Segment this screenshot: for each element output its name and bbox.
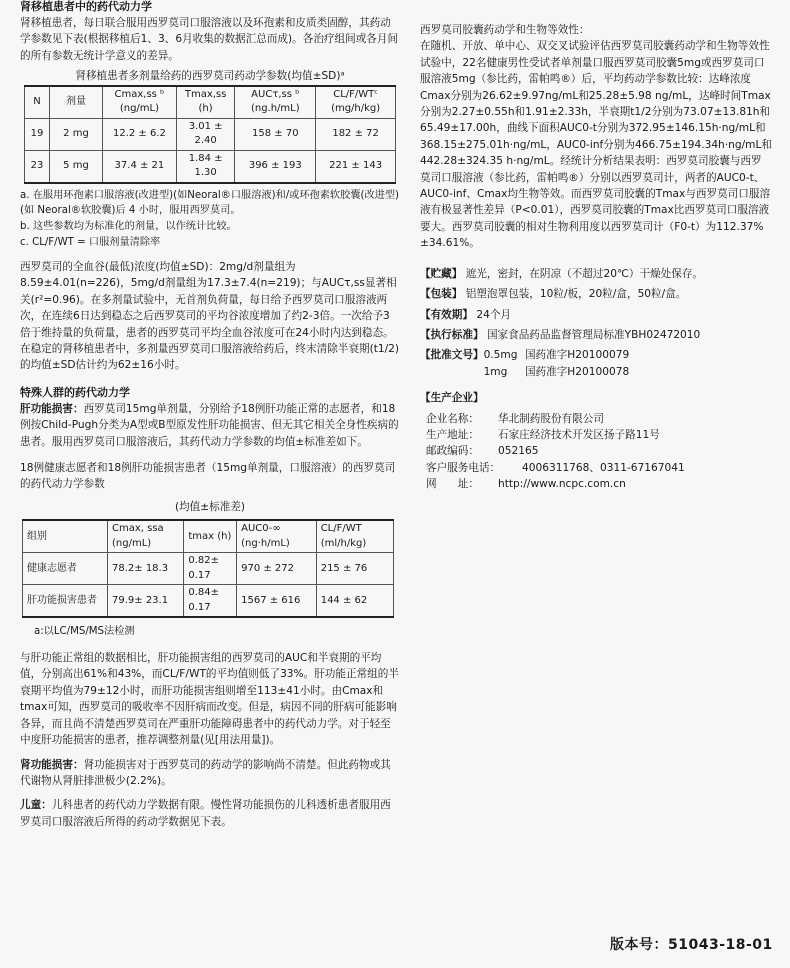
table-cell: 215 ± 76: [316, 553, 393, 585]
pediatric-text: 儿科患者的药代动力学数据有限。慢性肾功能损伤的儿科透析患者服用西罗莫司口服溶液后所得的药动学数据见下表。: [20, 799, 391, 828]
table-header-cell: Cmax, ssa (ng/mL): [108, 520, 184, 553]
approval-spec: 0.5mg: [483, 349, 518, 362]
company-row: [426, 411, 772, 427]
phone-key: 客户服务电话：: [426, 461, 501, 474]
table-header-cell: Tmax,ss (h): [176, 86, 235, 119]
table-header-cell: N: [25, 86, 50, 119]
table-cell: 221 ± 143: [316, 150, 396, 183]
manufacturer-info: [420, 411, 772, 493]
storage-line: [420, 266, 772, 282]
table-cell: 396 ± 193: [235, 150, 316, 183]
table-header-cell: 剂量: [50, 86, 103, 119]
footnote-b: b. 这些参数均为标准化的剂量，以作统计比较。: [20, 221, 237, 233]
table2-intro: 18例健康志愿者和18例肝功能损害患者（15mg单剂量，口服溶液）的西罗莫司的药代动力学参数: [20, 462, 396, 491]
version-number: 版本号：51043-18-01: [610, 937, 773, 953]
table-cell: 23: [25, 150, 50, 183]
table-header-cell: AUCτ,ss ᵇ (ng.h/mL): [235, 86, 316, 119]
phone-row: [426, 460, 772, 476]
package-text: 铝塑泡罩包装，10粒/板，20粒/盒，50粒/盒。: [465, 288, 687, 301]
table-header-cell: CL/F/WTᶜ (mg/h/kg): [316, 86, 396, 119]
table-cell: 1567 ± 616: [237, 585, 317, 618]
table-cell: 0.82± 0.17: [184, 553, 237, 585]
table-cell: 5 mg: [50, 150, 103, 183]
trough-concentration-paragraph: 西罗莫司的全血谷(最低)浓度(均值±SD)：2mg/d剂量组为8.59±4.01(n=226)，5mg/d剂量组为17.3±7.4(n=219)；与AUCτ,ss显著相关(r²=0.96)。在多剂量试验中，无首剂负荷量，每日给予西罗莫司口服溶液两次，在连续6日达到稳态之后西罗莫司的平均谷浓度增加了约2-3倍。一次给予3倍于维持量的负荷量，患者的西罗莫司平均全血谷浓度可在24小时内达到稳态。在稳定的肾移植患者中，多剂量西罗莫司口服溶液给药后，终末清除半衰期(t1/2)的均值±SD估计约为62±16小时。: [20, 260, 400, 372]
approval-number: 国药准字H20100079: [524, 349, 630, 362]
table-header-cell: 组别: [23, 520, 108, 553]
table-row: [23, 585, 394, 618]
web-row: [426, 476, 772, 492]
table-header-row: [23, 520, 394, 553]
hepatic-paragraph: [20, 401, 400, 450]
company-key: 企业名称：: [426, 412, 479, 425]
hepatic-label: 肝功能损害：: [20, 402, 84, 415]
footnote-a: a. 在服用环孢素口服溶液(改进型)(如Neoral®口服溶液)和/或环孢素软胶囊(改进型)(如 Neoral®软胶囊)后 4 小时，服用西罗莫司。: [20, 189, 400, 217]
table-cell: 健康志愿者: [23, 553, 108, 585]
validity-label: 【有效期】: [420, 308, 473, 321]
section-title-capsule-bioequivalence: 西罗莫司胶囊药动学和生物等效性：: [420, 24, 590, 36]
zip-value: 052165: [498, 445, 539, 458]
approval-number: 国药准字H20100078: [524, 365, 630, 378]
table-cell: 37.4 ± 21: [103, 150, 177, 183]
table-header-cell: CL/F/WT (ml/h/kg): [316, 520, 393, 553]
renal-label: 肾功能损害：: [20, 758, 84, 771]
table-header-cell: Cmax,ss ᵇ (ng/mL): [103, 86, 177, 119]
storage-text: 遮光，密封，在阴凉（不超过20℃）干燥处保存。: [465, 267, 704, 280]
table-row: [23, 553, 394, 585]
table-header-cell: tmax (h): [184, 520, 237, 553]
table-cell: 182 ± 72: [316, 118, 396, 150]
table1-caption: 肾移植患者多剂量给药的西罗莫司药动学参数(均值±SD)ᵃ: [75, 70, 345, 83]
standard-line: [420, 327, 772, 343]
storage-label: 【贮藏】: [420, 267, 463, 280]
web-key: 网 址：: [426, 478, 479, 491]
validity-line: [420, 307, 772, 323]
address-key: 生产地址：: [426, 428, 479, 441]
phone-value: 4006311768、0311-67167041: [522, 461, 685, 474]
footnote-c: c. CL/F/WT = 口服剂量清除率: [20, 237, 161, 249]
standard-text: 国家食品药品监督管理局标准YBH02472010: [486, 328, 701, 341]
renal-text: 肾功能损害对于西罗莫司的药动学的影响尚不清楚。但此药物或其代谢物从肾脏排泄极少(2.2%)。: [20, 758, 391, 787]
package-line: [420, 286, 772, 302]
table-hepatic-pk: [22, 519, 394, 618]
hepatic-text: 西罗莫司15mg单剂量，分别给予18例肝功能正常的志愿者，和18例按Child-Pugh分类为A型或B型原发性肝功能损害、但无其它相关全身性疾病的患者。服用西罗莫司口服溶液后，其药代动力学参数的均值±标准差如下。: [20, 402, 399, 448]
hepatic-comparison-paragraph: 与肝功能正常组的数据相比，肝功能损害组的西罗莫司的AUC和半衰期的平均值，分别高出61%和43%，而CL/F/WT的平均值则低了33%。肝功能正常组的半衰期平均值为79±12小时，而肝功能损害组则增至113±41小时。由Cmax和tmax可知，西罗莫司的吸收率不因肝病而改变。但是，病因不同的肝病可能影响各异，而且尚不清楚西罗莫司在严重肝功能障碍患者中的药代动力学。对于轻至中度肝功能损害的患者，推荐调整剂量(见[用法用量])。: [20, 652, 399, 747]
table-cell: 2 mg: [50, 118, 103, 150]
pediatric-label: 儿童：: [20, 799, 52, 812]
table-header-row: [25, 86, 396, 119]
address-value: 石家庄经济技术开发区扬子路11号: [498, 428, 660, 441]
pediatric-paragraph: [20, 797, 400, 830]
table-cell: 158 ± 70: [235, 118, 316, 150]
approval-item: [484, 364, 630, 380]
table-cell: 1.84 ± 1.30: [176, 150, 235, 183]
validity-text: 24个月: [476, 308, 512, 321]
table2-caption: (均值±标准差): [174, 500, 246, 513]
zip-key: 邮政编码：: [426, 445, 479, 458]
table-cell: 79.9± 23.1: [108, 585, 184, 618]
section-title-special-populations: 特殊人群的药代动力学: [20, 385, 130, 399]
table-cell: 78.2± 18.3: [108, 553, 184, 585]
left-column: [20, 0, 400, 830]
table-cell: 19: [25, 118, 50, 150]
renal-transplant-paragraph: 肾移植患者，每日联合服用西罗莫司口服溶液以及环孢素和皮质类固醇，其药动学参数见下表(根据移植后1、3、6月收集的数据汇总而成)。各治疗组间或各月间的所有参数无统计学意义的差异。: [20, 17, 399, 62]
table-cell: 144 ± 62: [316, 585, 393, 618]
table-row: [25, 118, 396, 150]
bioequivalence-paragraph: 在随机、开放、单中心、双交叉试验评估西罗莫司胶囊药动学和生物等效性试验中，22名健康男性受试者单剂量口服西罗莫司胶囊5mg或西罗莫司口服溶液5mg（参比药，雷帕鸣®）后，平均药动学参数比较：达峰浓度Cmax分别为26.62±9.97ng/mL和25.28±5.98 ng/mL，达峰时间Tmax分别为2.27±0.55h和1.91±2.33h，半衰期t1/2分别为73.07±13.81h和65.49±17.00h，曲线下面积AUC0-t分别为372.95±146.15h·ng/mL和368.15±275.01h·ng/mL，AUC0-inf分别为466.75±194.34h·ng/mL和442.28±324.35 h·ng/mL。经统计分析结果表明：西罗莫司胶囊与西罗莫司口服溶液（参比药，雷帕鸣®）分别以西罗莫司计，两者的AUC0-t、AUC0-inf、Cmax均生物等效。而西罗莫司胶囊的Tmax与西罗莫司口服溶液有极显著性差异（P<0.01），西罗莫司胶囊的Tmax比西罗莫司口服溶液要大。西罗莫司胶囊的相对生物利用度以西罗莫司计（F0-t）为112.37%±34.61%。: [420, 40, 772, 250]
company-value: 华北制药股份有限公司: [498, 412, 604, 425]
web-value: http://www.ncpc.com.cn: [498, 478, 626, 491]
right-column: [420, 22, 772, 493]
approval-spec: 1mg: [483, 365, 508, 378]
approval-label: 【批准文号】: [420, 349, 484, 362]
standard-label: 【执行标准】: [420, 328, 484, 341]
approval-item: [484, 347, 630, 363]
table-cell: 12.2 ± 6.2: [103, 118, 177, 150]
table-cell: 0.84± 0.17: [184, 585, 237, 618]
zip-row: [426, 443, 772, 459]
address-row: [426, 427, 772, 443]
package-label: 【包装】: [420, 288, 463, 301]
renal-impairment-paragraph: [20, 757, 400, 790]
manufacturer-label: 【生产企业】: [420, 392, 484, 405]
table-header-cell: AUC0-∞ (ng·h/mL): [237, 520, 317, 553]
table2-footnote: a:以LC/MS/MS法检测: [34, 626, 135, 638]
table-cell: 3.01 ± 2.40: [176, 118, 235, 150]
table-row: [25, 150, 396, 183]
section-title-renal-transplant: 肾移植患者中的药代动力学: [20, 0, 152, 13]
approval-list: [484, 347, 630, 380]
table-cell: 肝功能损害患者: [23, 585, 108, 618]
approval-block: [420, 347, 772, 380]
table-cell: 970 ± 272: [237, 553, 317, 585]
table-renal-pk: [24, 85, 396, 184]
